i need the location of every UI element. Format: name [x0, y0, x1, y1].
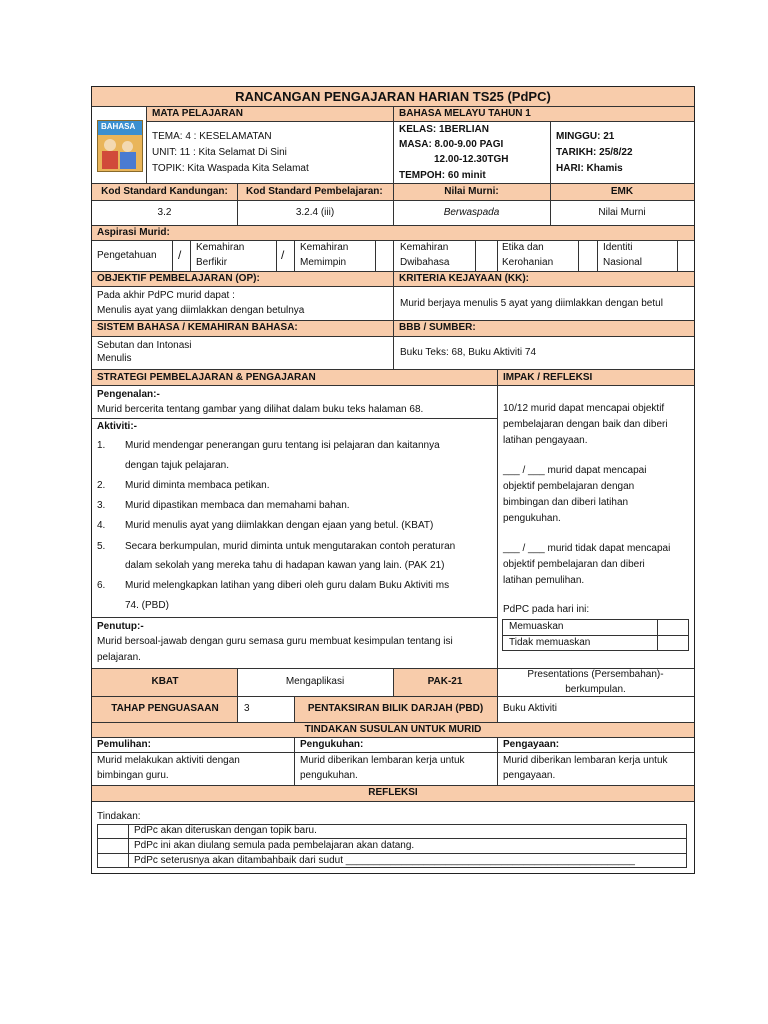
pak21-value-line1: Presentations (Persembahan)- [527, 669, 664, 680]
aktiviti-6-line2: 74. (PBD) [125, 600, 169, 611]
minggu-text: MINGGU: 21 [556, 131, 615, 142]
impak-p3-line2: objektif pembelajaran dan diberi [503, 559, 645, 570]
refleksi-option-2: PdPc ini akan diulang semula pada pembelajaran akan datang. [134, 840, 415, 851]
aktiviti-num-3: 3. [97, 500, 106, 511]
nilai-murni-label: Nilai Murni: [444, 186, 499, 197]
impak-p2-line3: bimbingan dan diberi latihan [503, 497, 629, 508]
emk-value: Nilai Murni [598, 207, 646, 218]
hari-text: HARI: Khamis [556, 163, 623, 174]
page-title: RANCANGAN PENGAJARAN HARIAN TS25 (PdPC) [235, 89, 551, 104]
objektif-line1: Pada akhir PdPC murid dapat : [97, 290, 235, 301]
pengukuhan-label: Pengukuhan: [300, 739, 364, 750]
aktiviti-1-line2: dengan tajuk pelajaran. [125, 460, 229, 471]
pengukuhan-line2: pengukuhan. [300, 770, 358, 781]
aktiviti-3-line1: Murid dipastikan membaca dan memahami bahan. [125, 500, 350, 511]
kod-kandungan-value: 3.2 [157, 207, 172, 218]
pengayaan-label: Pengayaan: [503, 739, 560, 750]
aspirasi-memimpin-line2: Memimpin [300, 257, 347, 268]
pengayaan-line1: Murid diberikan lembaran kerja untuk [503, 755, 668, 766]
penutup-line1: Murid bersoal-jawab dengan guru semasa guru membuat kesimpulan tentang isi [97, 636, 453, 647]
aktiviti-num-4: 4. [97, 520, 106, 531]
checkbox-tidak-memuaskan[interactable] [658, 636, 688, 650]
refleksi-label: REFLEKSI [368, 787, 418, 798]
pemulihan-line2: bimbingan guru. [97, 770, 169, 781]
tema-text: TEMA: 4 : KESELAMATAN [152, 131, 272, 142]
aktiviti-num-1: 1. [97, 440, 106, 451]
pengayaan-line2: pengayaan. [503, 770, 556, 781]
pdpc-hari-ini-label: PdPC pada hari ini: [503, 604, 590, 615]
kbat-value: Mengaplikasi [285, 676, 345, 687]
option-memuaskan: Memuaskan [509, 621, 564, 632]
strategi-label: STRATEGI PEMBELAJARAN & PENGAJARAN [97, 372, 316, 383]
impak-p3-line1: ___ / ___ murid tidak dapat mencapai [503, 543, 671, 554]
aspirasi-berfikir-line2: Berfikir [196, 257, 228, 268]
aktiviti-label: Aktiviti:- [97, 421, 137, 432]
tahap-penguasaan-value: 3 [244, 703, 250, 714]
pemulihan-line1: Murid melakukan aktiviti dengan [97, 755, 240, 766]
aktiviti-1-line1: Murid mendengar penerangan guru tentang isi pelajaran dan kaitannya [125, 440, 440, 451]
option-tidak-memuaskan: Tidak memuaskan [509, 637, 591, 648]
tindakan-label: Tindakan: [97, 811, 141, 822]
aktiviti-4-line1: Murid menulis ayat yang diimlakkan dengan ejaan yang betul. (KBAT) [125, 520, 434, 531]
emk-label: EMK [610, 186, 634, 197]
penutup-line2: pelajaran. [97, 652, 141, 663]
pak21-value-line2: berkumpulan. [565, 684, 626, 695]
kod-pembelajaran-value: 3.2.4 (iii) [295, 207, 335, 218]
aspirasi-nasional-line2: Nasional [603, 257, 642, 268]
masa-text: MASA: 8.00-9.00 PAGI [399, 139, 504, 150]
aspirasi-kerohanian-line1: Etika dan [502, 242, 544, 253]
aktiviti-5-line1: Secara berkumpulan, murid diminta untuk mengutarakan contoh peraturan [125, 541, 456, 552]
pbd-label: PENTAKSIRAN BILIK DARJAH (PBD) [307, 703, 484, 714]
aktiviti-6-line1: Murid melengkapkan latihan yang diberi oleh guru dalam Buku Aktiviti ms [125, 580, 450, 591]
pengenalan-text: Murid bercerita tentang gambar yang dilihat dalam buku teks halaman 68. [97, 404, 424, 415]
checkbox-refleksi-1[interactable] [98, 825, 128, 838]
aspirasi-kerohanian-line2: Kerohanian [502, 257, 554, 268]
objektif-line2: Menulis ayat yang diimlakkan dengan betulnya [97, 305, 305, 316]
tindakan-susulan-label: TINDAKAN SUSULAN UNTUK MURID [304, 724, 482, 735]
bbb-sumber-label: BBB / SUMBER: [399, 322, 476, 333]
sistem-bahasa-line2: Menulis [97, 353, 132, 364]
objektif-label: OBJEKTIF PEMBELAJARAN (OP): [97, 273, 260, 284]
sistem-bahasa-line1: Sebutan dan Intonasi [97, 340, 192, 351]
subject-value: BAHASA MELAYU TAHUN 1 [399, 108, 531, 119]
impak-p1-line2: pembelajaran dengan baik dan diberi [503, 419, 668, 430]
checkbox-memuaskan[interactable] [658, 620, 688, 635]
impak-p1-line3: latihan pengayaan. [503, 435, 588, 446]
pbd-value: Buku Aktiviti [503, 703, 557, 714]
aktiviti-num-5: 5. [97, 541, 106, 552]
refleksi-option-3: PdPc seterusnya akan ditambahbaik dari sudut ____________________________________________________ [134, 855, 635, 866]
nilai-murni-value: Berwaspada [443, 207, 500, 218]
aspirasi-label: Aspirasi Murid: [97, 227, 170, 238]
aktiviti-2-line1: Murid diminta membaca petikan. [125, 480, 270, 491]
penutup-label: Penutup:- [97, 621, 144, 632]
checkbox-refleksi-3[interactable] [98, 854, 128, 867]
tarikh-text: TARIKH: 25/8/22 [556, 147, 633, 158]
aktiviti-num-6: 6. [97, 580, 106, 591]
aspirasi-dwibahasa-line2: Dwibahasa [400, 257, 450, 268]
impak-p2-line4: pengukuhan. [503, 513, 561, 524]
kod-standard-kandungan-label: Kod Standard Kandungan: [101, 186, 228, 197]
textbook-cover-image [97, 120, 143, 172]
bbb-sumber-text: Buku Teks: 68, Buku Aktiviti 74 [400, 347, 537, 358]
aspirasi-dwibahasa-line1: Kemahiran [400, 242, 449, 253]
book-logo: BAHASA [101, 122, 136, 131]
aspirasi-nasional-line1: Identiti [603, 242, 633, 253]
aspirasi-pengetahuan: Pengetahuan [97, 250, 157, 261]
pengenalan-label: Pengenalan:- [97, 389, 160, 400]
pengukuhan-line1: Murid diberikan lembaran kerja untuk [300, 755, 465, 766]
pak21-label: PAK-21 [427, 676, 463, 687]
pemulihan-label: Pemulihan: [97, 739, 151, 750]
sistem-bahasa-label: SISTEM BAHASA / KEMAHIRAN BAHASA: [97, 322, 298, 333]
kbat-label: KBAT [151, 676, 179, 687]
masa-time-2: 12.00-12.30TGH [434, 154, 509, 165]
kelas-text: KELAS: 1BERLIAN [399, 124, 490, 135]
kod-standard-pembelajaran-label: Kod Standard Pembelajaran: [246, 186, 383, 197]
aspirasi-memimpin-line1: Kemahiran [300, 242, 349, 253]
mata-pelajaran-label: MATA PELAJARAN [152, 108, 243, 119]
aktiviti-5-line2: dalam sekolah yang mereka tahu di hadapan kawan yang lain. (PAK 21) [125, 560, 445, 571]
impak-p2-line2: objektif pembelajaran dengan [503, 481, 635, 492]
tempoh-text: TEMPOH: 60 minit [399, 170, 486, 181]
unit-text: UNIT: 11 : Kita Selamat Di Sini [152, 147, 287, 158]
aspirasi-pengetahuan-mark: / [178, 248, 182, 262]
impak-p3-line3: latihan pemulihan. [503, 575, 585, 586]
aspirasi-berfikir-line1: Kemahiran [196, 242, 245, 253]
impak-p1-line1: 10/12 murid dapat mencapai objektif [503, 403, 665, 414]
aspirasi-berfikir-mark: / [281, 248, 285, 262]
refleksi-option-1: PdPc akan diteruskan dengan topik baru. [134, 825, 317, 836]
impak-refleksi-label: IMPAK / REFLEKSI [503, 372, 593, 383]
kriteria-kejayaan-text: Murid berjaya menulis 5 ayat yang diimlakkan dengan betul [400, 298, 663, 309]
topik-text: TOPIK: Kita Waspada Kita Selamat [152, 163, 309, 174]
checkbox-refleksi-2[interactable] [98, 839, 128, 853]
aktiviti-num-2: 2. [97, 480, 106, 491]
kriteria-kejayaan-label: KRITERIA KEJAYAAN (KK): [399, 273, 530, 284]
tahap-penguasaan-label: TAHAP PENGUASAAN [111, 703, 219, 714]
impak-p2-line1: ___ / ___ murid dapat mencapai [503, 465, 647, 476]
